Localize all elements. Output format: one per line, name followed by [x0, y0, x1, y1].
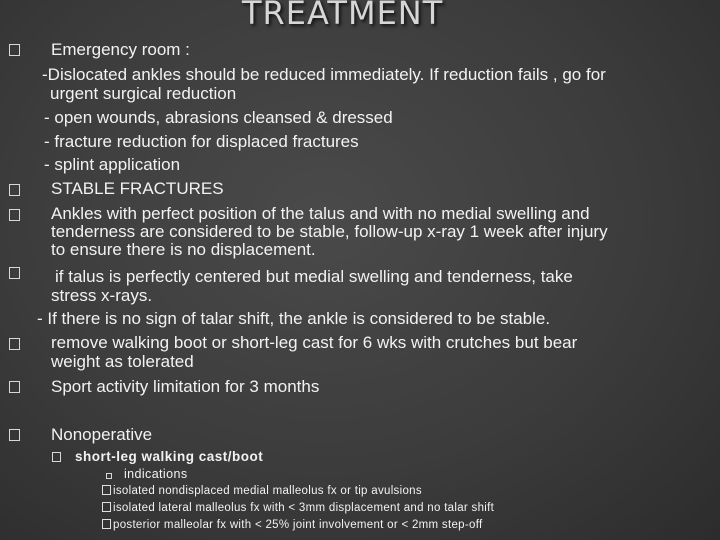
text-line: STABLE FRACTURES — [51, 179, 224, 198]
text-line: to ensure there is no displacement. — [51, 240, 316, 259]
bullet-box-icon — [9, 209, 20, 221]
bullet-box-icon — [9, 267, 20, 279]
checkbox-bullet-icon — [102, 519, 111, 529]
square-bullet-icon — [106, 473, 112, 479]
slide-title: TREATMENT — [242, 0, 444, 32]
bullet-box-icon — [9, 381, 20, 393]
text-line: urgent surgical reduction — [50, 84, 237, 103]
bullet-box-icon — [9, 184, 20, 196]
bullet-box-icon — [9, 44, 20, 56]
bullet-box-icon — [9, 429, 20, 441]
text-line: remove walking boot or short-leg cast for 6 wks with crutches but bear — [51, 333, 578, 352]
text-line: stress x-rays. — [51, 286, 153, 305]
sub-item: indications — [124, 467, 188, 481]
sub-bullet-box-icon — [52, 452, 61, 462]
checkbox-bullet-icon — [102, 502, 111, 512]
checkbox-bullet-icon — [102, 485, 111, 495]
text-line: if talus is perfectly centered but medial swelling and tenderness, take — [55, 267, 573, 286]
text-line: - If there is no sign of talar shift, the ankle is considered to be stable. — [37, 309, 551, 328]
detail-item: isolated lateral malleolus fx with < 3mm displacement and no talar shift — [102, 502, 494, 514]
text-line: - fracture reduction for displaced fractures — [44, 132, 359, 151]
text-line: - splint application — [44, 155, 181, 174]
text-line: Emergency room : — [51, 40, 190, 59]
text-line: Ankles with perfect position of the talus and with no medial swelling and — [51, 204, 590, 223]
text-line: tenderness are considered to be stable, follow-up x-ray 1 week after injury — [51, 222, 608, 241]
detail-item: posterior malleolar fx with < 25% joint involvement or < 2mm step-off — [102, 519, 482, 531]
text-line: -Dislocated ankles should be reduced immediately. If reduction fails , go for — [42, 65, 606, 84]
detail-item: isolated nondisplaced medial malleolus fx or tip avulsions — [102, 485, 422, 497]
bullet-box-icon — [9, 338, 20, 350]
text-line: Nonoperative — [51, 425, 153, 444]
text-line: - open wounds, abrasions cleansed & dressed — [44, 108, 393, 127]
text-line: weight as tolerated — [51, 352, 194, 371]
text-line: Sport activity limitation for 3 months — [51, 377, 320, 396]
sub-heading: short-leg walking cast/boot — [75, 449, 264, 464]
